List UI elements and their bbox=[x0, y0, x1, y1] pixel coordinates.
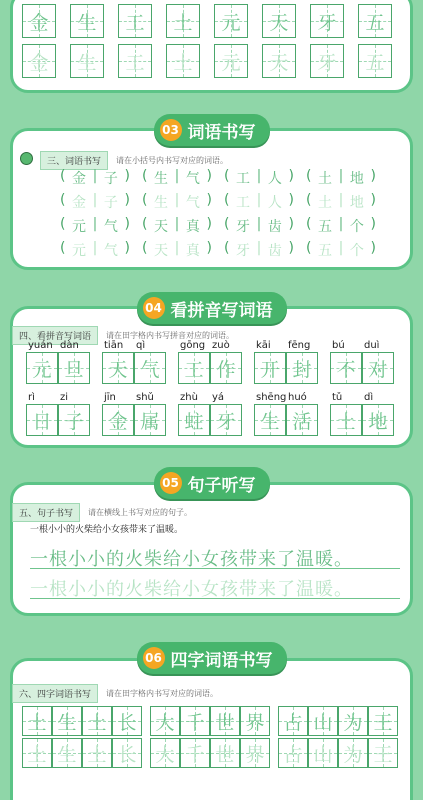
separator: | bbox=[174, 240, 180, 256]
paren-close: ) bbox=[206, 168, 212, 184]
tianzige-cell[interactable] bbox=[166, 4, 200, 38]
cell-char: 不 bbox=[336, 358, 356, 381]
tianzige-cell[interactable] bbox=[178, 352, 210, 384]
cell-char: 占 bbox=[283, 711, 303, 734]
exercise-label: 五、句子书写 bbox=[12, 503, 80, 522]
pinyin: jīn bbox=[104, 392, 116, 403]
word-char: 气 bbox=[185, 195, 200, 211]
tianzige-cell[interactable] bbox=[338, 706, 368, 736]
tianzige-cell[interactable] bbox=[102, 404, 134, 436]
separator: | bbox=[256, 216, 262, 232]
word-row bbox=[60, 168, 376, 188]
cell-char: 生 bbox=[260, 410, 280, 433]
cell-char: 长 bbox=[117, 711, 137, 734]
cell-char: 世 bbox=[215, 743, 235, 766]
tianzige-cell[interactable] bbox=[26, 352, 58, 384]
cell-char: 千 bbox=[185, 743, 205, 766]
tianzige-cell[interactable] bbox=[310, 4, 344, 38]
cell-char: 生 bbox=[57, 711, 77, 734]
paren-word[interactable] bbox=[142, 216, 212, 236]
word-char: 齿 bbox=[267, 219, 282, 235]
tianzige-cell[interactable] bbox=[180, 706, 210, 736]
cell-char: 五 bbox=[365, 11, 385, 34]
pinyin: yuán bbox=[28, 340, 53, 351]
tianzige-cell[interactable] bbox=[240, 706, 270, 736]
cell-char: 土 bbox=[27, 711, 47, 734]
cell-char: 蛀 bbox=[184, 410, 204, 433]
tianzige-cell[interactable] bbox=[118, 4, 152, 38]
word-row bbox=[60, 240, 376, 260]
cell-char: 活 bbox=[292, 410, 312, 433]
paren-open: ( bbox=[224, 240, 230, 256]
paren-close: ) bbox=[288, 192, 294, 208]
paren-open: ( bbox=[60, 240, 66, 256]
separator: | bbox=[338, 168, 344, 184]
paren-close: ) bbox=[124, 192, 130, 208]
section-number: 06 bbox=[143, 647, 165, 669]
cell-char: 大 bbox=[155, 743, 175, 766]
tianzige-cell[interactable] bbox=[22, 738, 52, 768]
word-char: 牙 bbox=[236, 219, 251, 235]
tianzige-cell[interactable] bbox=[362, 404, 394, 436]
tianzige-cell[interactable] bbox=[330, 352, 362, 384]
paren-open: ( bbox=[224, 192, 230, 208]
word-char: 齿 bbox=[267, 243, 282, 259]
cell-char: 金 bbox=[29, 11, 49, 34]
tianzige-cell[interactable] bbox=[338, 738, 368, 768]
cell-char: 为 bbox=[343, 711, 363, 734]
paren-open: ( bbox=[306, 240, 312, 256]
cell-char: 生 bbox=[57, 743, 77, 766]
tianzige-cell[interactable] bbox=[22, 706, 52, 736]
word-char: 气 bbox=[103, 243, 118, 259]
word-char: 牙 bbox=[236, 243, 251, 259]
cell-char: 对 bbox=[368, 358, 388, 381]
tianzige-cell[interactable] bbox=[210, 738, 240, 768]
separator: | bbox=[92, 216, 98, 232]
exercise-label: 三、词语书写 bbox=[40, 151, 108, 170]
paren-word[interactable] bbox=[60, 240, 130, 260]
paren-close: ) bbox=[206, 192, 212, 208]
word-char: 元 bbox=[72, 243, 87, 259]
cell-char: 土 bbox=[87, 711, 107, 734]
tianzige-cell[interactable] bbox=[22, 44, 56, 78]
section-title: 四字词语书写 bbox=[170, 650, 273, 671]
tianzige-cell[interactable] bbox=[134, 404, 166, 436]
exercise-label: 四、看拼音写词语 bbox=[12, 326, 98, 345]
cell-char: 王 bbox=[373, 711, 393, 734]
tianzige-cell[interactable] bbox=[22, 4, 56, 38]
paren-close: ) bbox=[370, 168, 376, 184]
paren-close: ) bbox=[288, 216, 294, 232]
tianzige-cell[interactable] bbox=[254, 352, 286, 384]
tianzige-cell[interactable] bbox=[210, 352, 242, 384]
separator: | bbox=[174, 192, 180, 208]
paren-word[interactable] bbox=[306, 192, 376, 212]
section-6-banner bbox=[137, 642, 287, 674]
cell-char: 天 bbox=[269, 51, 289, 74]
paren-word[interactable] bbox=[224, 216, 294, 236]
cell-char: 生 bbox=[77, 11, 97, 34]
tianzige-cell[interactable] bbox=[102, 352, 134, 384]
tianzige-cell[interactable] bbox=[134, 352, 166, 384]
cell-char: 天 bbox=[108, 358, 128, 381]
cell-char: 作 bbox=[216, 358, 236, 381]
pinyin: tiān bbox=[104, 340, 124, 351]
pinyin: zi bbox=[60, 392, 69, 403]
cell-char: 元 bbox=[221, 51, 241, 74]
sentence-trace-faint: 一根小小的火柴给小女孩带来了温暖。 bbox=[30, 579, 353, 600]
paren-word[interactable] bbox=[60, 216, 130, 236]
tianzige-cell[interactable] bbox=[58, 352, 90, 384]
cell-char: 地 bbox=[368, 410, 388, 433]
pinyin: kāi bbox=[256, 340, 271, 351]
tianzige-cell[interactable] bbox=[180, 738, 210, 768]
section-5-banner bbox=[154, 467, 270, 499]
tianzige-cell[interactable] bbox=[286, 404, 318, 436]
word-char: 个 bbox=[349, 243, 364, 259]
word-char: 个 bbox=[349, 219, 364, 235]
paren-close: ) bbox=[370, 192, 376, 208]
exercise-hint: 请在横线上书写对应的句子。 bbox=[88, 508, 193, 517]
word-char: 人 bbox=[267, 195, 282, 211]
separator: | bbox=[174, 168, 180, 184]
cell-char: 金 bbox=[29, 51, 49, 74]
tianzige-cell[interactable] bbox=[262, 44, 296, 78]
paren-close: ) bbox=[124, 240, 130, 256]
pinyin: huó bbox=[288, 392, 307, 403]
tianzige-cell[interactable] bbox=[210, 706, 240, 736]
paren-word[interactable] bbox=[306, 240, 376, 260]
pinyin: yá bbox=[212, 392, 225, 403]
exercise-hint: 请在田字格内书写拼音对应的词语。 bbox=[106, 331, 235, 340]
paren-open: ( bbox=[142, 216, 148, 232]
cell-char: 牙 bbox=[317, 51, 337, 74]
tianzige-cell[interactable] bbox=[308, 706, 338, 736]
word-char: 气 bbox=[103, 219, 118, 235]
cell-char: 生 bbox=[77, 51, 97, 74]
pinyin: tǔ bbox=[332, 392, 343, 403]
word-char: 生 bbox=[154, 195, 169, 211]
apple-icon bbox=[20, 152, 33, 165]
paren-close: ) bbox=[206, 240, 212, 256]
section-number: 03 bbox=[160, 119, 182, 141]
cell-char: 牙 bbox=[317, 11, 337, 34]
paren-word[interactable] bbox=[224, 168, 294, 188]
cell-char: 属 bbox=[140, 410, 160, 433]
pinyin: shǔ bbox=[136, 392, 154, 403]
paren-close: ) bbox=[124, 216, 130, 232]
tianzige-cell[interactable] bbox=[214, 44, 248, 78]
pinyin: qì bbox=[136, 340, 146, 351]
cell-char: 长 bbox=[117, 743, 137, 766]
paren-close: ) bbox=[370, 216, 376, 232]
word-char: 金 bbox=[72, 171, 87, 187]
separator: | bbox=[256, 192, 262, 208]
paren-word[interactable] bbox=[224, 192, 294, 212]
pinyin: duì bbox=[364, 340, 380, 351]
tianzige-cell[interactable] bbox=[368, 706, 398, 736]
cell-char: 工 bbox=[184, 358, 204, 381]
tianzige-cell[interactable] bbox=[52, 738, 82, 768]
paren-word[interactable] bbox=[60, 168, 130, 188]
word-row bbox=[60, 216, 376, 236]
cell-char: 土 bbox=[87, 743, 107, 766]
section-title: 句子听写 bbox=[187, 475, 256, 496]
cell-char: 旦 bbox=[64, 358, 84, 381]
cell-char: 世 bbox=[215, 711, 235, 734]
cell-char: 牙 bbox=[216, 410, 236, 433]
cell-char: 子 bbox=[64, 410, 84, 433]
word-char: 气 bbox=[185, 171, 200, 187]
cell-char: 千 bbox=[185, 711, 205, 734]
paren-open: ( bbox=[306, 192, 312, 208]
cell-char: 金 bbox=[108, 410, 128, 433]
tianzige-cell[interactable] bbox=[210, 404, 242, 436]
tianzige-cell[interactable] bbox=[150, 738, 180, 768]
word-char: 天 bbox=[154, 243, 169, 259]
word-row bbox=[60, 192, 376, 212]
cell-char: 土 bbox=[336, 410, 356, 433]
paren-open: ( bbox=[306, 216, 312, 232]
sentence-trace: 一根小小的火柴给小女孩带来了温暖。 bbox=[30, 549, 353, 570]
section-6-label bbox=[12, 684, 218, 703]
tianzige-cell[interactable] bbox=[52, 706, 82, 736]
tianzige-cell[interactable] bbox=[70, 44, 104, 78]
separator: | bbox=[92, 192, 98, 208]
paren-word[interactable] bbox=[306, 216, 376, 236]
tianzige-cell[interactable] bbox=[262, 4, 296, 38]
word-char: 子 bbox=[103, 195, 118, 211]
cell-char: 土 bbox=[173, 11, 193, 34]
word-char: 土 bbox=[318, 171, 333, 187]
pinyin: shēng bbox=[256, 392, 287, 403]
paren-open: ( bbox=[142, 240, 148, 256]
cell-char: 山 bbox=[313, 711, 333, 734]
cell-char: 开 bbox=[260, 358, 280, 381]
pinyin: gōng bbox=[180, 340, 206, 351]
cell-char: 日 bbox=[32, 410, 52, 433]
section-4-banner bbox=[137, 292, 287, 324]
separator: | bbox=[338, 240, 344, 256]
tianzige-cell[interactable] bbox=[368, 738, 398, 768]
tianzige-cell[interactable] bbox=[82, 706, 112, 736]
sentence-print: 一根小小的火柴给小女孩带来了温暖。 bbox=[30, 525, 184, 535]
pinyin: zuò bbox=[212, 340, 230, 351]
cell-char: 界 bbox=[245, 743, 265, 766]
writing-line bbox=[30, 598, 400, 599]
tianzige-cell[interactable] bbox=[26, 404, 58, 436]
tianzige-cell[interactable] bbox=[286, 352, 318, 384]
separator: | bbox=[338, 216, 344, 232]
tianzige-cell[interactable] bbox=[308, 738, 338, 768]
exercise-hint: 请在田字格内书写对应的词语。 bbox=[106, 689, 219, 698]
cell-char: 为 bbox=[343, 743, 363, 766]
writing-line bbox=[30, 568, 400, 569]
cell-char: 界 bbox=[245, 711, 265, 734]
exercise-hint: 请在小括号内书写对应的词语。 bbox=[116, 156, 229, 165]
pinyin: rì bbox=[28, 392, 35, 403]
tianzige-cell[interactable] bbox=[254, 404, 286, 436]
cell-char: 占 bbox=[283, 743, 303, 766]
pinyin: zhù bbox=[180, 392, 198, 403]
section-5-label bbox=[12, 503, 192, 522]
paren-close: ) bbox=[124, 168, 130, 184]
cell-char: 大 bbox=[155, 711, 175, 734]
exercise-label: 六、四字词语书写 bbox=[12, 684, 98, 703]
cell-char: 封 bbox=[292, 358, 312, 381]
cell-char: 元 bbox=[32, 358, 52, 381]
tianzige-cell[interactable] bbox=[166, 44, 200, 78]
word-char: 真 bbox=[185, 243, 200, 259]
tianzige-cell[interactable] bbox=[178, 404, 210, 436]
paren-close: ) bbox=[288, 240, 294, 256]
separator: | bbox=[92, 240, 98, 256]
cell-char: 五 bbox=[365, 51, 385, 74]
tianzige-cell[interactable] bbox=[82, 738, 112, 768]
paren-open: ( bbox=[306, 168, 312, 184]
cell-char: 气 bbox=[140, 358, 160, 381]
word-char: 子 bbox=[103, 171, 118, 187]
word-char: 生 bbox=[154, 171, 169, 187]
paren-word[interactable] bbox=[60, 192, 130, 212]
tianzige-cell[interactable] bbox=[310, 44, 344, 78]
section-number: 05 bbox=[160, 472, 182, 494]
paren-word[interactable] bbox=[142, 168, 212, 188]
word-char: 地 bbox=[349, 195, 364, 211]
paren-word[interactable] bbox=[142, 240, 212, 260]
paren-open: ( bbox=[60, 192, 66, 208]
pinyin: fēng bbox=[288, 340, 311, 351]
tianzige-cell[interactable] bbox=[150, 706, 180, 736]
paren-close: ) bbox=[206, 216, 212, 232]
word-char: 工 bbox=[236, 171, 251, 187]
pinyin: bú bbox=[332, 340, 345, 351]
tianzige-cell[interactable] bbox=[278, 738, 308, 768]
section-title: 词语书写 bbox=[187, 122, 256, 143]
word-char: 五 bbox=[318, 243, 333, 259]
word-char: 土 bbox=[318, 195, 333, 211]
tianzige-cell[interactable] bbox=[362, 352, 394, 384]
section-number: 04 bbox=[143, 297, 165, 319]
word-char: 天 bbox=[154, 219, 169, 235]
paren-open: ( bbox=[224, 168, 230, 184]
word-char: 工 bbox=[236, 195, 251, 211]
tianzige-cell[interactable] bbox=[70, 4, 104, 38]
tianzige-cell[interactable] bbox=[58, 404, 90, 436]
word-char: 人 bbox=[267, 171, 282, 187]
paren-open: ( bbox=[142, 192, 148, 208]
tianzige-cell[interactable] bbox=[112, 706, 142, 736]
pinyin: dì bbox=[364, 392, 374, 403]
separator: | bbox=[92, 168, 98, 184]
word-char: 五 bbox=[318, 219, 333, 235]
paren-close: ) bbox=[288, 168, 294, 184]
cell-char: 王 bbox=[373, 743, 393, 766]
tianzige-cell[interactable] bbox=[112, 738, 142, 768]
tianzige-cell[interactable] bbox=[118, 44, 152, 78]
separator: | bbox=[256, 168, 262, 184]
tianzige-cell[interactable] bbox=[330, 404, 362, 436]
paren-close: ) bbox=[370, 240, 376, 256]
word-char: 金 bbox=[72, 195, 87, 211]
word-char: 地 bbox=[349, 171, 364, 187]
separator: | bbox=[256, 240, 262, 256]
pinyin: dàn bbox=[60, 340, 79, 351]
cell-char: 土 bbox=[173, 51, 193, 74]
separator: | bbox=[174, 216, 180, 232]
tianzige-cell[interactable] bbox=[358, 4, 392, 38]
paren-word[interactable] bbox=[224, 240, 294, 260]
paren-open: ( bbox=[60, 216, 66, 232]
tianzige-cell[interactable] bbox=[240, 738, 270, 768]
paren-open: ( bbox=[142, 168, 148, 184]
tianzige-cell[interactable] bbox=[278, 706, 308, 736]
section-3-banner bbox=[154, 114, 270, 146]
paren-open: ( bbox=[224, 216, 230, 232]
paren-open: ( bbox=[60, 168, 66, 184]
paren-word[interactable] bbox=[142, 192, 212, 212]
word-char: 元 bbox=[72, 219, 87, 235]
word-char: 真 bbox=[185, 219, 200, 235]
tianzige-cell[interactable] bbox=[214, 4, 248, 38]
section-title: 看拼音写词语 bbox=[170, 300, 273, 321]
cell-char: 工 bbox=[125, 51, 145, 74]
tianzige-cell[interactable] bbox=[358, 44, 392, 78]
cell-char: 土 bbox=[27, 743, 47, 766]
cell-char: 山 bbox=[313, 743, 333, 766]
cell-char: 天 bbox=[269, 11, 289, 34]
separator: | bbox=[338, 192, 344, 208]
paren-word[interactable] bbox=[306, 168, 376, 188]
cell-char: 元 bbox=[221, 11, 241, 34]
cell-char: 工 bbox=[125, 11, 145, 34]
